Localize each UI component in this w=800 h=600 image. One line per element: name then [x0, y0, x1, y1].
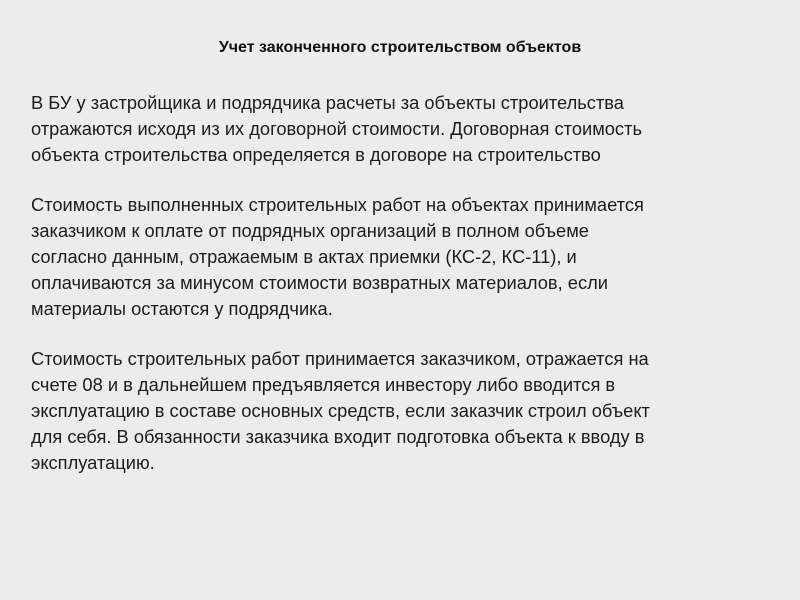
paragraph-line: отражаются исходя из их договорной стоимости. Договорная стоимость — [31, 118, 642, 139]
paragraph-line: В БУ у застройщика и подрядчика расчеты за объекты строительства — [31, 92, 624, 113]
paragraph-line: оплачиваются за минусом стоимости возвратных материалов, если — [31, 272, 608, 293]
paragraph-line: согласно данным, отражаемым в актах приемки (КС-2, КС-11), и — [31, 246, 577, 267]
paragraph-line: материалы остаются у подрядчика. — [31, 298, 333, 319]
slide-body — [31, 90, 783, 500]
paragraph-contract-value — [31, 90, 783, 168]
slide-title: Учет законченного строительством объектов — [218, 39, 582, 56]
paragraph-line: счете 08 и в дальнейшем предъявляется инвестору либо вводится в — [31, 374, 616, 395]
paragraph-line: заказчиком к оплате от подрядных организаций в полном объеме — [31, 220, 589, 241]
paragraph-line: Стоимость строительных работ принимается заказчиком, отражается на — [31, 348, 649, 369]
paragraph-work-acceptance — [31, 192, 783, 322]
paragraph-line: объекта строительства определяется в договоре на строительство — [31, 144, 601, 165]
paragraph-line: Стоимость выполненных строительных работ на объектах принимается — [31, 194, 644, 215]
paragraph-line: эксплуатацию. — [31, 452, 155, 473]
paragraph-account-08 — [31, 346, 783, 476]
paragraph-line: эксплуатацию в составе основных средств, если заказчик строил объект — [31, 400, 650, 421]
paragraph-line: для себя. В обязанности заказчика входит подготовка объекта к вводу в — [31, 426, 645, 447]
